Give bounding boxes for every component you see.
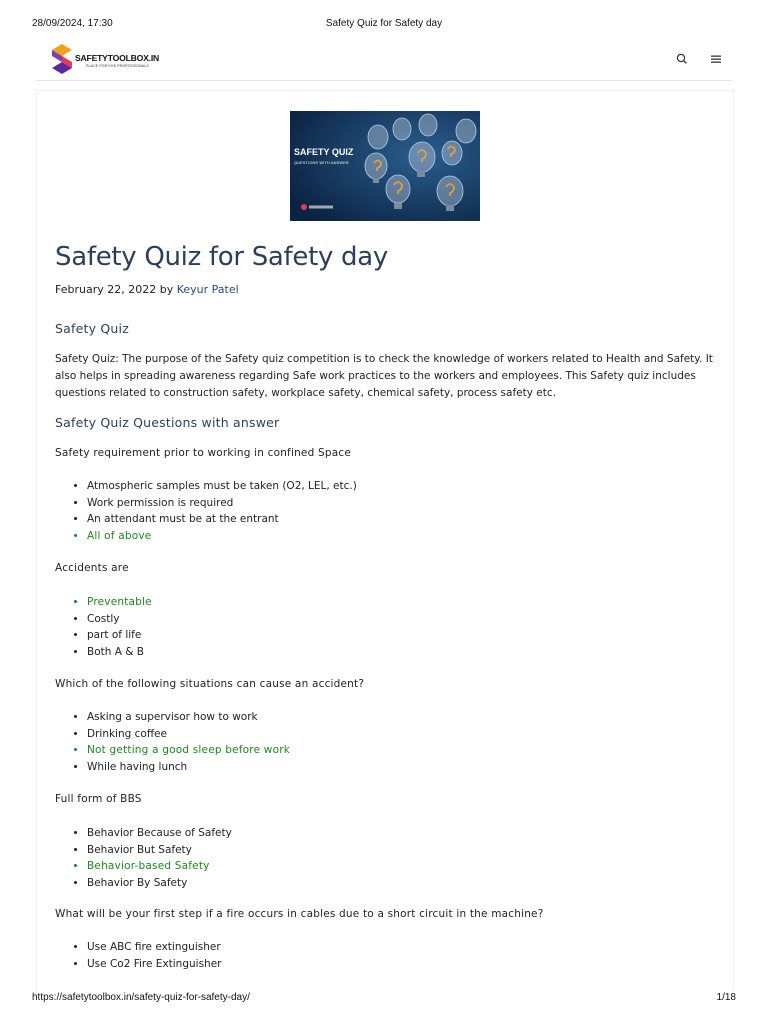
question-text: Which of the following situations can cause an accident? bbox=[55, 678, 365, 690]
article-content bbox=[36, 90, 734, 990]
correct-answer-option: • Behavior-based Safety bbox=[87, 858, 232, 875]
post-title: Safety Quiz for Safety day bbox=[55, 242, 388, 272]
answer-options bbox=[55, 939, 221, 972]
site-header bbox=[36, 40, 732, 81]
featured-image bbox=[290, 111, 480, 221]
answer-option: • Costly bbox=[87, 611, 152, 628]
question-text: Accidents are bbox=[55, 562, 129, 574]
logo-tagline: PLACE FOR EHS PROFESSIONALS bbox=[86, 64, 149, 68]
print-page-number: 1/18 bbox=[716, 992, 736, 1003]
answer-option: • Drinking coffee bbox=[87, 726, 290, 743]
logo-mark-icon bbox=[48, 43, 74, 75]
answer-option: • part of life bbox=[87, 627, 152, 644]
answer-option: • Behavior Because of Safety bbox=[87, 825, 232, 842]
question-text: What will be your first step if a fire occurs in cables due to a short circuit in the machine? bbox=[55, 908, 544, 920]
site-logo[interactable] bbox=[48, 43, 178, 75]
answer-option: • Use ABC fire extinguisher bbox=[87, 939, 221, 956]
answer-option: • While having lunch bbox=[87, 759, 290, 776]
correct-answer-option: • Not getting a good sleep before work bbox=[87, 742, 290, 759]
intro-paragraph: Safety Quiz: The purpose of the Safety quiz competition is to check the knowledge of workers related to Health and Safety. It also helps in spreading awareness regarding Safe work practices to the workers and employees. This Safety quiz includes questions related to construction safety, workplace safety, chemical safety, process safety etc. bbox=[55, 353, 713, 399]
answer-option: • Use Co2 Fire Extinguisher bbox=[87, 956, 221, 973]
question-text: Safety requirement prior to working in confined Space bbox=[55, 447, 351, 459]
correct-answer-option: • All of above bbox=[87, 528, 357, 545]
answer-option: • Behavior By Safety bbox=[87, 875, 232, 892]
post-date: February 22, 2022 bbox=[55, 283, 157, 296]
answer-option: • An attendant must be at the entrant bbox=[87, 511, 357, 528]
print-footer bbox=[0, 992, 768, 1006]
print-title: Safety Quiz for Safety day bbox=[325, 18, 443, 29]
answer-option: • Asking a supervisor how to work bbox=[87, 709, 290, 726]
answer-options bbox=[55, 478, 357, 544]
answer-options bbox=[55, 825, 232, 891]
author-link[interactable]: Keyur Patel bbox=[176, 283, 239, 296]
section-heading-safety-quiz: Safety Quiz bbox=[55, 321, 129, 336]
print-url: https://safetytoolbox.in/safety-quiz-for-safety-day/ bbox=[32, 992, 250, 1003]
menu-icon[interactable] bbox=[708, 51, 724, 67]
section-heading-questions: Safety Quiz Questions with answer bbox=[55, 415, 280, 430]
question-text: Full form of BBS bbox=[55, 793, 142, 805]
answer-option: • Both A & B bbox=[87, 644, 152, 661]
hero-subtitle: QUESTIONS WITH ANSWER bbox=[294, 161, 349, 165]
lightbulbs-illustration bbox=[290, 111, 480, 221]
print-header bbox=[0, 18, 768, 32]
answer-options bbox=[55, 594, 152, 660]
print-datetime: 28/09/2024, 17:30 bbox=[32, 18, 113, 29]
hero-title: SAFETY QUIZ bbox=[294, 147, 354, 157]
post-meta bbox=[55, 283, 239, 296]
answer-options bbox=[55, 709, 290, 775]
answer-option: • Work permission is required bbox=[87, 495, 357, 512]
post-by: by bbox=[159, 283, 174, 296]
answer-option: • Atmospheric samples must be taken (O2, LEL, etc.) bbox=[87, 478, 357, 495]
logo-text: SAFETYTOOLBOX.IN bbox=[75, 53, 160, 63]
search-icon[interactable] bbox=[674, 51, 690, 67]
answer-option: • Behavior But Safety bbox=[87, 842, 232, 859]
correct-answer-option: • Preventable bbox=[87, 594, 152, 611]
